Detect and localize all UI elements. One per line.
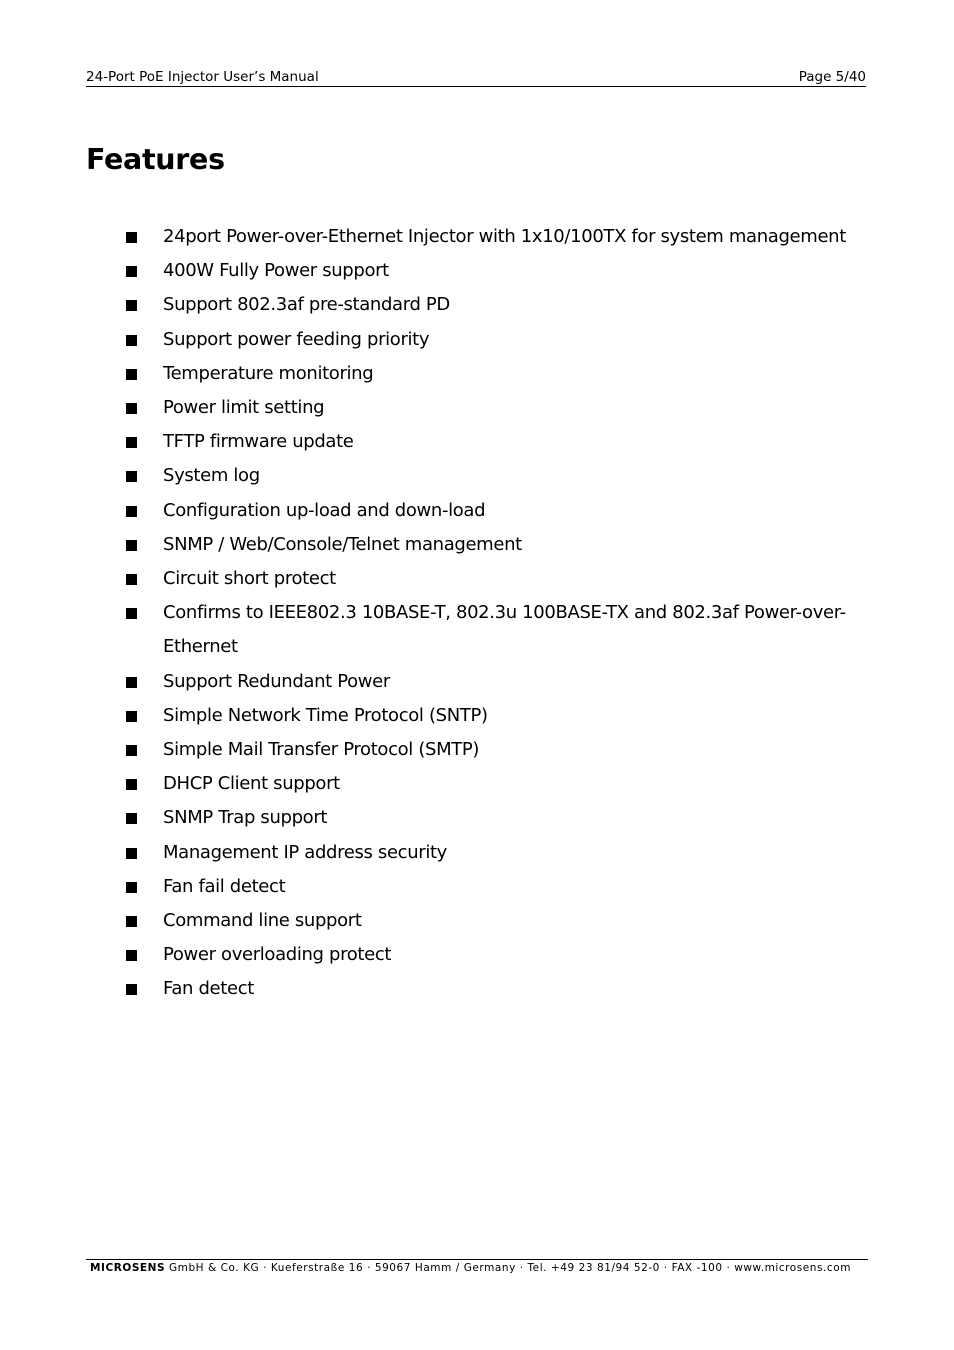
list-item-text: Power limit setting	[163, 397, 325, 419]
list-item	[126, 699, 886, 733]
list-item	[126, 562, 886, 596]
company-name: MICROSENS	[90, 1262, 166, 1274]
list-item	[126, 801, 886, 835]
square-bullet-icon	[126, 369, 137, 380]
list-item	[126, 220, 886, 254]
list-item	[126, 494, 886, 528]
square-bullet-icon	[126, 677, 137, 688]
square-bullet-icon	[126, 813, 137, 824]
square-bullet-icon	[126, 506, 137, 517]
list-item	[126, 904, 886, 938]
list-item-text: SNMP / Web/Console/Telnet management	[163, 533, 522, 555]
list-item	[126, 254, 886, 288]
list-item-text: Temperature monitoring	[163, 362, 374, 384]
manual-title: 24-Port PoE Injector User’s Manual	[86, 69, 319, 85]
square-bullet-icon	[126, 471, 137, 482]
square-bullet-icon	[126, 882, 137, 893]
list-item	[126, 288, 886, 322]
square-bullet-icon	[126, 608, 137, 619]
list-item-text: Command line support	[163, 910, 362, 932]
square-bullet-icon	[126, 403, 137, 414]
square-bullet-icon	[126, 437, 137, 448]
square-bullet-icon	[126, 300, 137, 311]
list-item-text: Simple Mail Transfer Protocol (SMTP)	[163, 739, 480, 761]
square-bullet-icon	[126, 711, 137, 722]
list-item	[126, 596, 886, 664]
list-item	[126, 528, 886, 562]
list-item-text: Circuit short protect	[163, 568, 336, 590]
list-item	[126, 459, 886, 493]
list-item	[126, 665, 886, 699]
list-item-text: Fan detect	[163, 978, 254, 1000]
list-item-text: Configuration up-load and down-load	[163, 499, 486, 521]
list-item	[126, 357, 886, 391]
list-item-text: DHCP Client support	[163, 773, 340, 795]
list-item	[126, 323, 886, 357]
list-item-text: Management IP address security	[163, 841, 447, 863]
list-item-text: Simple Network Time Protocol (SNTP)	[163, 704, 488, 726]
list-item-text: Support 802.3af pre-standard PD	[163, 294, 450, 316]
list-item-text: Power overloading protect	[163, 944, 392, 966]
list-item	[126, 767, 886, 801]
list-item-text: Support power feeding priority	[163, 328, 430, 350]
square-bullet-icon	[126, 266, 137, 277]
list-item-text: 24port Power-over-Ethernet Injector with 1x10/100TX for system management	[163, 226, 846, 247]
list-item-text: Confirms to IEEE802.3 10BASE-T, 802.3u 100BASE-TX and 802.3af Power-over-Ethernet	[163, 602, 846, 658]
square-bullet-icon	[126, 916, 137, 927]
square-bullet-icon	[126, 574, 137, 585]
square-bullet-icon	[126, 335, 137, 346]
page-number: Page 5/40	[798, 69, 866, 85]
square-bullet-icon	[126, 848, 137, 859]
list-item-text: 400W Fully Power support	[163, 260, 389, 282]
square-bullet-icon	[126, 950, 137, 961]
list-item-text: Fan fail detect	[163, 875, 286, 897]
list-item-text: System log	[163, 465, 260, 487]
page-header	[86, 68, 866, 87]
square-bullet-icon	[126, 540, 137, 551]
page-footer	[86, 1259, 868, 1275]
list-item	[126, 870, 886, 904]
features-list	[126, 220, 886, 1007]
list-item-text: TFTP firmware update	[163, 431, 354, 453]
list-item	[126, 425, 886, 459]
list-item	[126, 836, 886, 870]
list-item	[126, 391, 886, 425]
list-item-text: SNMP Trap support	[163, 807, 328, 829]
list-item	[126, 733, 886, 767]
company-details: GmbH & Co. KG · Kueferstraße 16 · 59067 Hamm / Germany · Tel. +49 23 81/94 52-0 · FAX -100 · www.microsens.com	[165, 1262, 851, 1274]
page-title: Features	[86, 143, 225, 176]
square-bullet-icon	[126, 745, 137, 756]
square-bullet-icon	[126, 779, 137, 790]
square-bullet-icon	[126, 232, 137, 243]
list-item	[126, 972, 886, 1006]
list-item	[126, 938, 886, 972]
list-item-text: Support Redundant Power	[163, 670, 390, 692]
square-bullet-icon	[126, 984, 137, 995]
